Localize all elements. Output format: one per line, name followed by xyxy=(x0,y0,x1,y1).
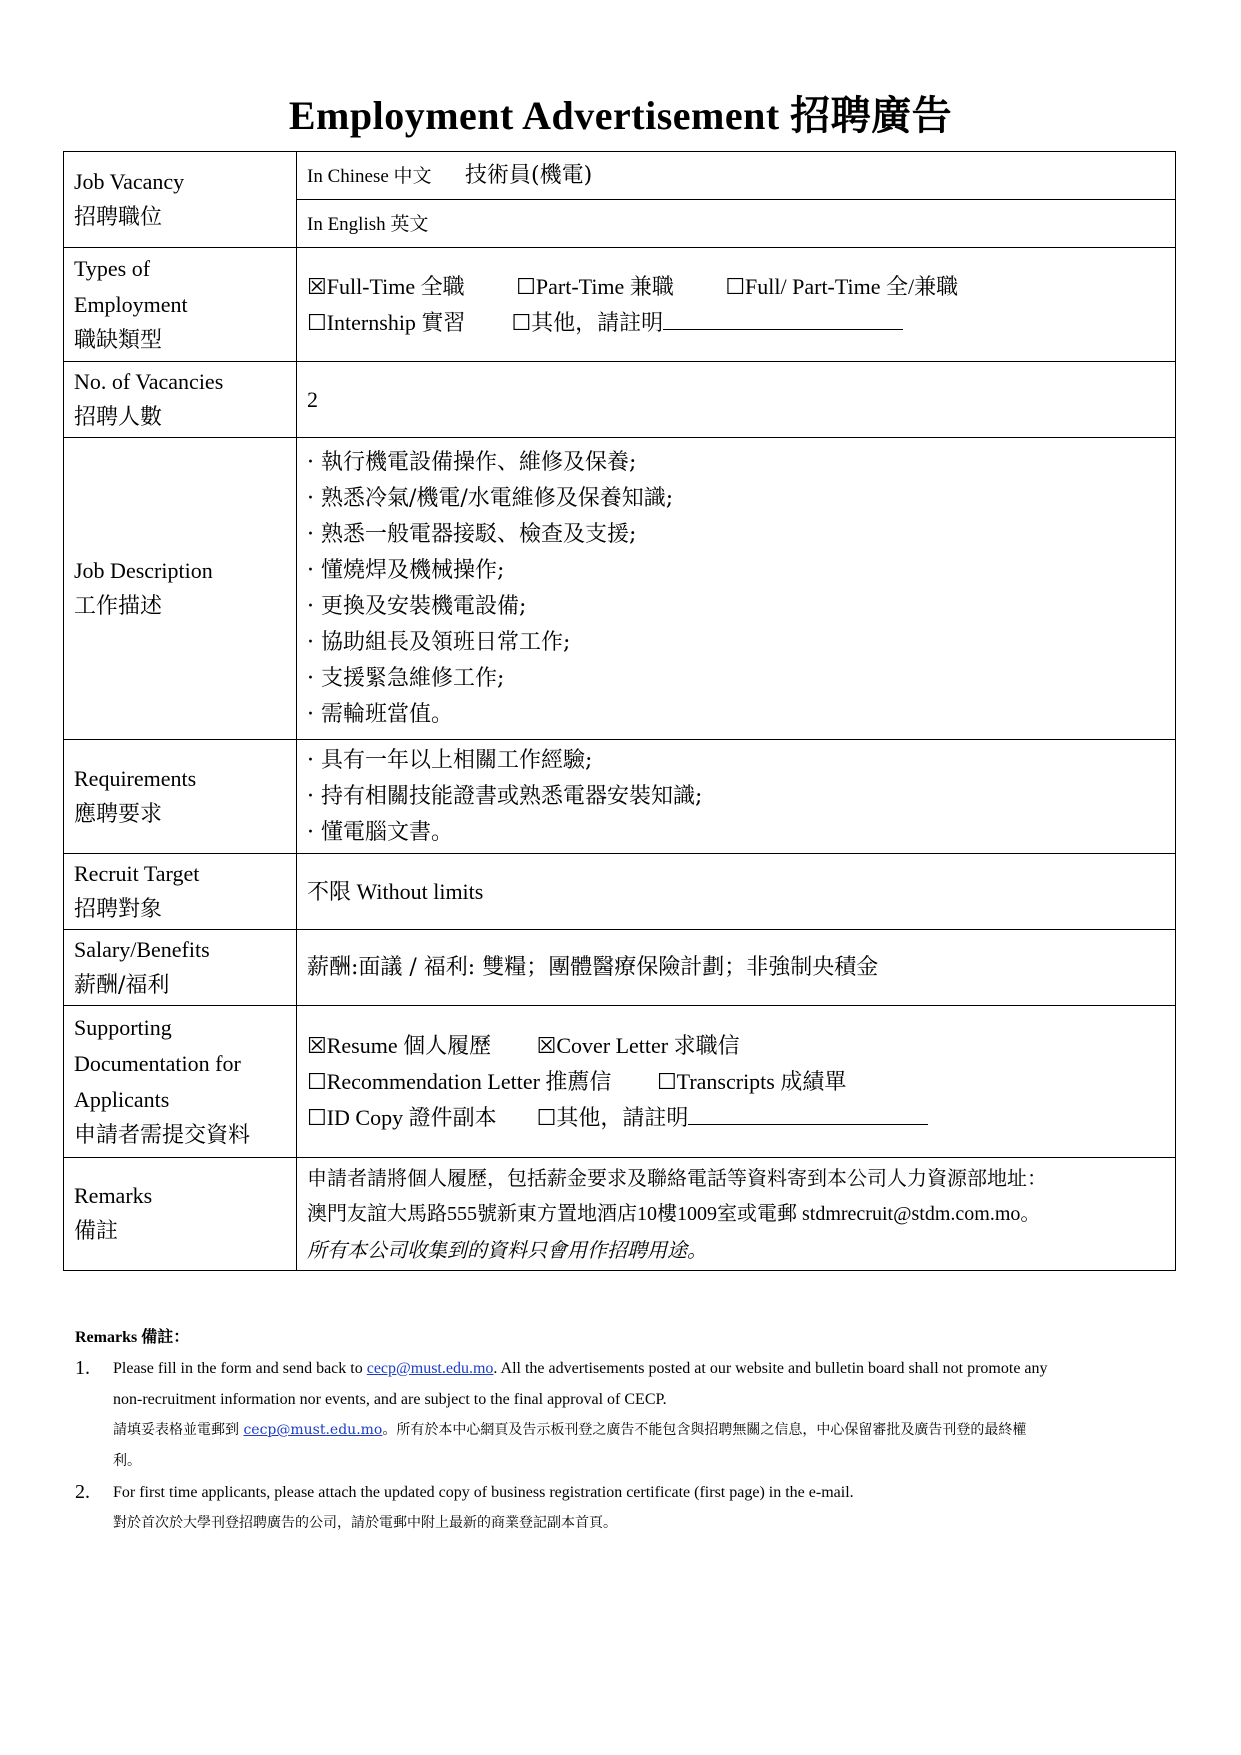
note-1 xyxy=(75,1353,1175,1477)
note-2-line-a: For first time applicants, please attach the updated copy of business registration certificate (first page) in the e-mail. xyxy=(113,1484,854,1501)
job-description-label xyxy=(64,438,297,740)
documents-label-1: Supporting xyxy=(74,1014,172,1040)
remarks-line-2: 澳門友誼大馬路555號新東方置地酒店10樓1009室或電郵 stdmrecruit@stdm.com.mo。 xyxy=(307,1203,1041,1225)
requirements-list xyxy=(297,740,1176,854)
note-1-text-b: . All the advertisements posted at our website and bulletin board shall not promote any xyxy=(493,1360,1048,1377)
vacancies-value: 2 xyxy=(297,362,1176,438)
option-full-part-time[interactable]: ☐Full/ Part-Time 全/兼職 xyxy=(725,273,959,299)
recruit-target-value: 不限 Without limits xyxy=(297,854,1176,930)
requirements-label xyxy=(64,740,297,854)
option-recommendation-letter[interactable]: ☐Recommendation Letter 推薦信 xyxy=(307,1068,612,1094)
note-1-number: 1. xyxy=(75,1357,90,1379)
option-full-time[interactable]: ☒Full-Time 全職 xyxy=(307,273,465,299)
list-item: · 更換及安裝機電設備; xyxy=(307,593,527,619)
job-description-list xyxy=(297,438,1176,740)
english-prefix: In English 英文 xyxy=(307,213,429,235)
salary-label-en: Salary/Benefits xyxy=(74,936,210,962)
option-cover-letter[interactable]: ☒Cover Letter 求職信 xyxy=(536,1032,740,1058)
note-2-number: 2. xyxy=(75,1481,90,1503)
job-title-chinese: 技術員(機電) xyxy=(465,162,593,188)
option-transcripts[interactable]: ☐Transcripts 成績單 xyxy=(656,1068,847,1094)
note-1-text-c: 請填妥表格並電郵到 xyxy=(113,1422,244,1438)
employment-type-label-2: Employment xyxy=(74,291,188,317)
list-item: · 熟悉一般電器接駁、檢查及支援; xyxy=(307,521,637,547)
remarks-label xyxy=(64,1158,297,1271)
requirements-label-zh: 應聘要求 xyxy=(74,801,163,827)
documents-label-2: Documentation for xyxy=(74,1050,241,1076)
job-vacancy-label xyxy=(64,152,297,248)
vacancies-label xyxy=(64,362,297,438)
job-vacancy-label-zh: 招聘職位 xyxy=(74,204,163,230)
list-item: · 懂電腦文書。 xyxy=(307,819,453,845)
job-ad-form xyxy=(63,151,1176,1271)
remarks-label-en: Remarks xyxy=(74,1183,153,1208)
documents-label xyxy=(64,1006,297,1158)
note-1-text-d: 。所有於本中心網頁及告示板刊登之廣告不能包含與招聘無關之信息，中心保留審批及廣告刊登的最終權 xyxy=(382,1422,1027,1438)
vacancies-label-zh: 招聘人數 xyxy=(74,404,163,430)
remarks-line-3: 所有本公司收集到的資料只會用作招聘用途。 xyxy=(307,1238,707,1262)
job-vacancy-chinese xyxy=(297,152,1176,200)
vacancies-label-en: No. of Vacancies xyxy=(74,368,224,394)
salary-label-zh: 薪酬/福利 xyxy=(74,972,170,998)
job-description-label-en: Job Description xyxy=(74,557,213,583)
option-resume[interactable]: ☒Resume 個人履歷 xyxy=(307,1032,492,1058)
email-link[interactable]: cecp@must.edu.mo xyxy=(366,1360,494,1377)
footer-notes xyxy=(75,1322,1175,1539)
documents-label-4: 申請者需提交資料 xyxy=(74,1122,251,1148)
notes-heading: Remarks 備註： xyxy=(75,1329,190,1346)
list-item: · 執行機電設備操作、維修及保養; xyxy=(307,449,637,475)
remarks-line-1: 申請者請將個人履歷，包括薪金要求及聯絡電話等資料寄到本公司人力資源部地址： xyxy=(307,1166,1047,1190)
note-2 xyxy=(75,1477,1175,1539)
employment-type-label xyxy=(64,248,297,362)
list-item: · 懂燒焊及機械操作; xyxy=(307,557,505,583)
note-1-line-c xyxy=(113,1415,1175,1446)
list-item: · 具有一年以上相關工作經驗; xyxy=(307,747,593,773)
other-blank-line xyxy=(663,307,903,330)
note-2-line-b: 對於首次於大學刊登招聘廣告的公司，請於電郵中附上最新的商業登記副本首頁。 xyxy=(113,1515,617,1531)
option-internship[interactable]: ☐Internship 實習 xyxy=(307,309,466,335)
other-docs-blank-line xyxy=(688,1102,928,1125)
employment-type-label-1: Types of xyxy=(74,255,151,281)
requirements-label-en: Requirements xyxy=(74,765,197,791)
list-item: · 熟悉冷氣/機電/水電維修及保養知識; xyxy=(307,485,674,511)
job-vacancy-english xyxy=(297,200,1176,248)
note-1-line-d: 利。 xyxy=(113,1453,141,1469)
option-part-time[interactable]: ☐Part-Time 兼職 xyxy=(516,273,674,299)
option-id-copy[interactable]: ☐ID Copy 證件副本 xyxy=(307,1104,497,1130)
list-item: · 支援緊急維修工作; xyxy=(307,665,505,691)
list-item: · 持有相關技能證書或熟悉電器安裝知識; xyxy=(307,783,703,809)
page-title: Employment Advertisement 招聘廣告 xyxy=(288,93,953,138)
recruit-target-label-zh: 招聘對象 xyxy=(74,896,163,922)
email-link-2[interactable]: cecp@must.edu.mo xyxy=(243,1422,383,1438)
documents-options xyxy=(297,1006,1176,1158)
employment-type-options xyxy=(297,248,1176,362)
note-1-line-a xyxy=(113,1353,1175,1384)
job-vacancy-label-en: Job Vacancy xyxy=(74,168,185,194)
salary-value: 薪酬:面議 / 福利: 雙糧；團體醫療保險計劃；非強制央積金 xyxy=(297,930,1176,1006)
employment-type-label-3: 職缺類型 xyxy=(74,327,163,353)
remarks-label-zh: 備註 xyxy=(74,1219,119,1244)
option-other[interactable]: ☐其他，請註明 xyxy=(511,309,664,335)
list-item: · 需輪班當值。 xyxy=(307,701,453,727)
remarks-text xyxy=(297,1158,1176,1271)
job-description-label-zh: 工作描述 xyxy=(74,593,163,619)
note-1-text-a: Please fill in the form and send back to xyxy=(113,1360,367,1377)
recruit-target-label-en: Recruit Target xyxy=(74,860,200,886)
documents-label-3: Applicants xyxy=(74,1086,170,1112)
option-other-docs[interactable]: ☐其他，請註明 xyxy=(536,1104,689,1130)
list-item: · 協助組長及領班日常工作; xyxy=(307,629,571,655)
note-1-line-b: non-recruitment information nor events, and are subject to the final approval of CECP. xyxy=(113,1391,667,1408)
chinese-prefix: In Chinese 中文 xyxy=(307,165,432,187)
salary-label xyxy=(64,930,297,1006)
recruit-target-label xyxy=(64,854,297,930)
